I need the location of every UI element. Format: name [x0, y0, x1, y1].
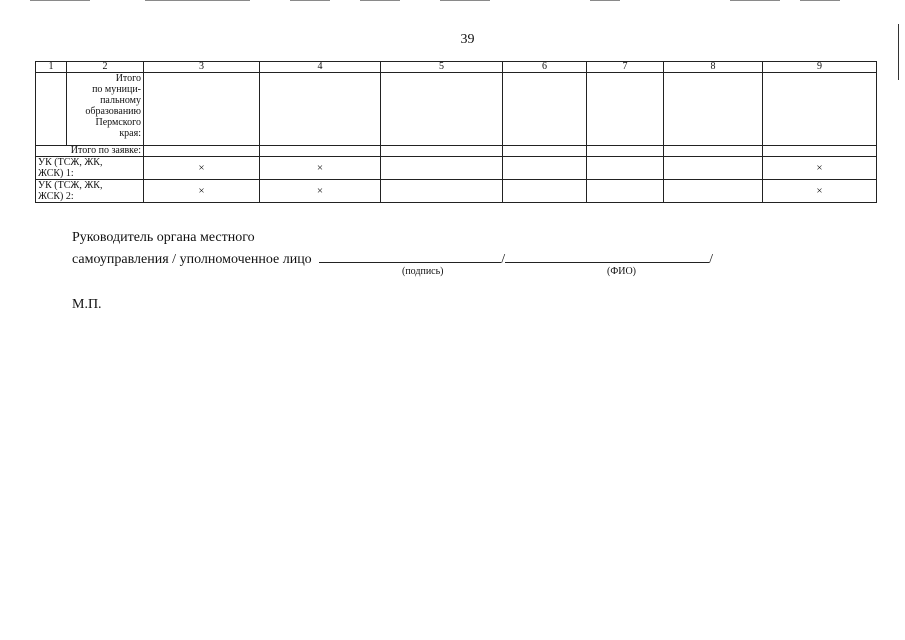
signature-separator: / [501, 252, 506, 267]
table-cell [144, 73, 260, 146]
table-cell [763, 73, 877, 146]
scan-edge-line [360, 0, 400, 1]
column-number-row [36, 62, 877, 73]
table-cell [664, 146, 763, 157]
table-cell [587, 180, 664, 203]
cross-mark: × [144, 180, 260, 203]
table-cell [381, 157, 503, 180]
municipal-total-row [36, 73, 877, 146]
column-number: 4 [260, 62, 381, 73]
column-number: 5 [381, 62, 503, 73]
table-cell [36, 73, 67, 146]
table-cell [381, 73, 503, 146]
signatory-title-line1: Руководитель органа местного [72, 230, 255, 245]
cross-mark: × [144, 157, 260, 180]
table-cell [381, 146, 503, 157]
name-caption: (ФИО) [607, 266, 637, 277]
table-cell [664, 180, 763, 203]
signatory-line [72, 248, 713, 268]
table-cell [664, 157, 763, 180]
table-cell [587, 73, 664, 146]
cross-mark: × [260, 157, 381, 180]
organization-label: УК (ТСЖ, ЖК, ЖСК) 1: [36, 157, 144, 180]
application-total-label: Итого по заявке: [36, 146, 144, 157]
column-number: 2 [67, 62, 144, 73]
cross-mark: × [260, 180, 381, 203]
report-table [35, 61, 877, 203]
page-number: 39 [460, 32, 475, 47]
scan-edge-line [440, 0, 490, 1]
name-field [505, 248, 709, 263]
column-number: 9 [763, 62, 877, 73]
organization-label: УК (ТСЖ, ЖК, ЖСК) 2: [36, 180, 144, 203]
table-cell [503, 146, 587, 157]
scan-edge-line [730, 0, 780, 1]
column-number: 8 [664, 62, 763, 73]
organization-row-2 [36, 180, 877, 203]
table-cell [503, 157, 587, 180]
cross-mark: × [763, 157, 877, 180]
scan-edge-line [30, 0, 90, 1]
table-cell [664, 73, 763, 146]
table-cell [763, 146, 877, 157]
signature-caption: (подпись) [402, 266, 444, 277]
table-cell [587, 146, 664, 157]
signature-end-slash: / [709, 252, 713, 267]
organization-row-1 [36, 157, 877, 180]
signatory-title-line2: самоуправления / уполномоченное лицо [72, 252, 312, 267]
table-cell [587, 157, 664, 180]
scan-edge-line [145, 0, 250, 1]
application-total-row [36, 146, 877, 157]
municipal-total-label: Итого по муници- пальному образованию Пермского края: [67, 73, 144, 146]
stamp-label: М.П. [72, 297, 102, 312]
table-cell [260, 146, 381, 157]
cross-mark: × [763, 180, 877, 203]
scan-edge-line [590, 0, 620, 1]
scan-edge-line [800, 0, 840, 1]
column-number: 7 [587, 62, 664, 73]
column-number: 6 [503, 62, 587, 73]
table-cell [503, 73, 587, 146]
table-cell [144, 146, 260, 157]
signature-field [319, 248, 501, 263]
table-cell [260, 73, 381, 146]
table-cell [503, 180, 587, 203]
table-cell [381, 180, 503, 203]
column-number: 3 [144, 62, 260, 73]
column-number: 1 [36, 62, 67, 73]
scan-edge-line [290, 0, 330, 1]
